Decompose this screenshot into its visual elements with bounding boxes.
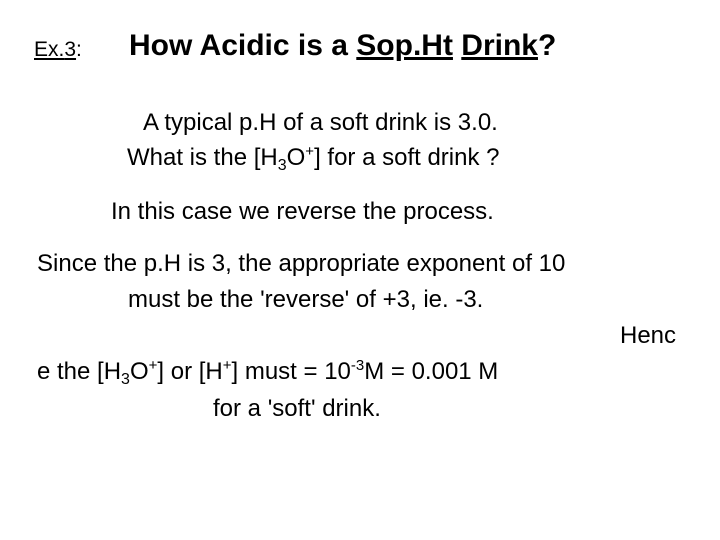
text-line-1: A typical p.H of a soft drink is 3.0. (143, 109, 498, 136)
line2-subscript: 3 (277, 157, 287, 174)
text-line-7 (37, 358, 498, 386)
line7-subscript: 3 (121, 371, 130, 388)
title-question-mark: ? (537, 29, 557, 62)
page-title (129, 28, 556, 64)
line2-superscript: + (305, 143, 315, 160)
line2-text-c: ] for a soft drink ? (314, 144, 500, 171)
title-drink: Drink (461, 29, 538, 62)
line7-exponent: -3 (350, 357, 365, 374)
example-label-number: 3 (64, 38, 77, 61)
title-soft: Sop.Ht (356, 29, 453, 62)
text-line-5: must be the 'reverse' of +3, ie. -3. (128, 286, 484, 313)
line2-text-a: What is the [H (127, 144, 278, 171)
line7-text-d: ] must = 10 (231, 358, 351, 385)
line7-text-a: e the [H (37, 358, 122, 385)
line7-text-c: ] or [H (157, 358, 223, 385)
line7-text-e: M = 0.001 M (364, 358, 499, 385)
line2-text-b: O (286, 144, 306, 171)
text-line-8: for a 'soft' drink. (213, 395, 381, 422)
text-line-3: In this case we reverse the process. (111, 198, 494, 225)
line7-superscript-2: + (222, 357, 232, 374)
line7-superscript-1: + (148, 357, 158, 374)
example-label (34, 36, 82, 64)
text-line-6: Henc (620, 322, 677, 349)
example-label-ex: Ex. (34, 38, 65, 61)
text-line-4: Since the p.H is 3, the appropriate exponent of 10 (37, 250, 566, 277)
text-line-2 (127, 144, 499, 172)
line7-text-b: O (129, 358, 149, 385)
title-text-start: How Acidic is a (129, 29, 357, 62)
example-label-colon: : (76, 38, 82, 61)
